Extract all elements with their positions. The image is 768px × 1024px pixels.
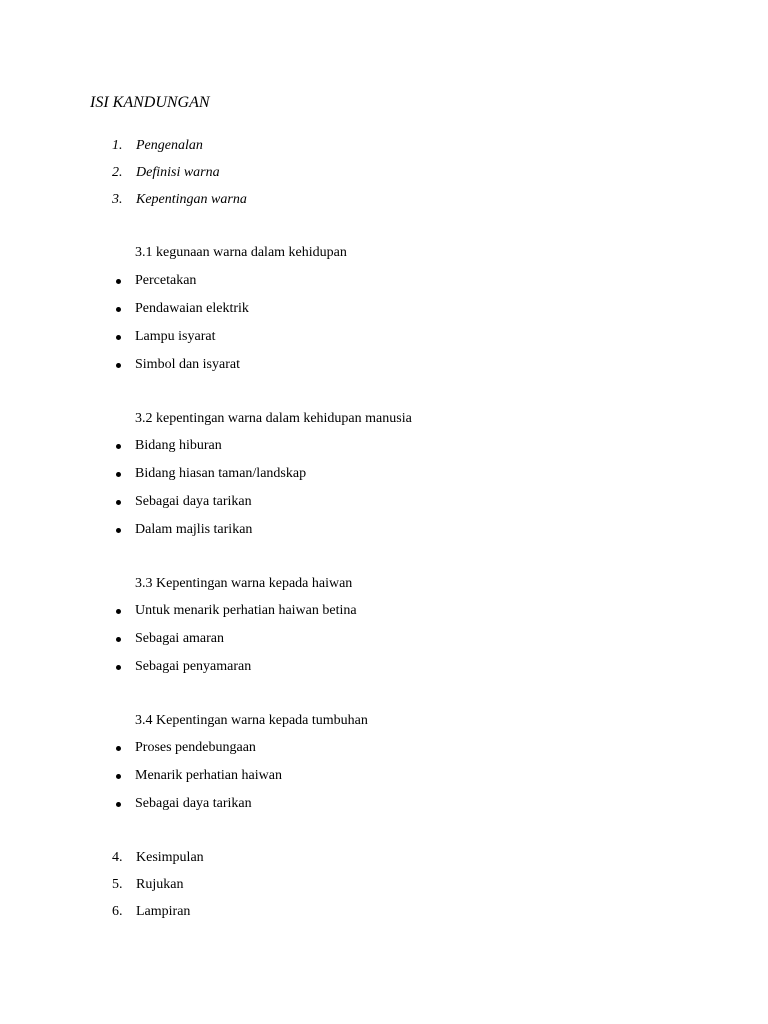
list-item: Untuk menarik perhatian haiwan betina — [135, 603, 357, 618]
bullet-icon — [116, 307, 121, 312]
bullet-icon — [116, 363, 121, 368]
toc-item-label: Lampiran — [136, 904, 191, 919]
list-item: Bidang hiasan taman/landskap — [135, 466, 307, 481]
bullet-icon — [116, 637, 121, 642]
toc-item-number: 1. — [112, 138, 123, 153]
toc-item-label: Pengenalan — [136, 138, 203, 153]
bullet-icon — [116, 746, 121, 751]
toc-item-label: Definisi warna — [136, 165, 220, 180]
bullet-icon — [116, 665, 121, 670]
bullet-icon — [116, 500, 121, 505]
toc-item-number: 5. — [112, 877, 123, 892]
list-item: Sebagai penyamaran — [135, 659, 252, 674]
bullet-icon — [116, 528, 121, 533]
bullet-icon — [116, 609, 121, 614]
section-heading: 3.4 Kepentingan warna kepada tumbuhan — [135, 713, 368, 728]
page-title: ISI KANDUNGAN — [90, 94, 210, 111]
bullet-icon — [116, 472, 121, 477]
list-item: Proses pendebungaan — [135, 740, 256, 755]
bullet-icon — [116, 774, 121, 779]
list-item: Bidang hiburan — [135, 438, 222, 453]
toc-item-number: 3. — [112, 192, 123, 207]
list-item: Menarik perhatian haiwan — [135, 768, 282, 783]
toc-item-label: Rujukan — [136, 877, 184, 892]
bullet-icon — [116, 335, 121, 340]
list-item: Lampu isyarat — [135, 329, 216, 344]
bullet-icon — [116, 279, 121, 284]
toc-item-number: 6. — [112, 904, 123, 919]
toc-item-label: Kesimpulan — [136, 850, 204, 865]
section-heading: 3.2 kepentingan warna dalam kehidupan manusia — [135, 411, 412, 426]
toc-item-number: 4. — [112, 850, 123, 865]
bullet-icon — [116, 802, 121, 807]
section-heading: 3.3 Kepentingan warna kepada haiwan — [135, 576, 353, 591]
list-item: Sebagai daya tarikan — [135, 796, 252, 811]
section-heading: 3.1 kegunaan warna dalam kehidupan — [135, 245, 347, 260]
list-item: Simbol dan isyarat — [135, 357, 240, 372]
toc-item-number: 2. — [112, 165, 123, 180]
list-item: Sebagai amaran — [135, 631, 225, 646]
bullet-icon — [116, 444, 121, 449]
list-item: Percetakan — [135, 273, 197, 288]
toc-item-label: Kepentingan warna — [136, 192, 247, 207]
list-item: Dalam majlis tarikan — [135, 522, 253, 537]
list-item: Pendawaian elektrik — [135, 301, 249, 316]
list-item: Sebagai daya tarikan — [135, 494, 252, 509]
